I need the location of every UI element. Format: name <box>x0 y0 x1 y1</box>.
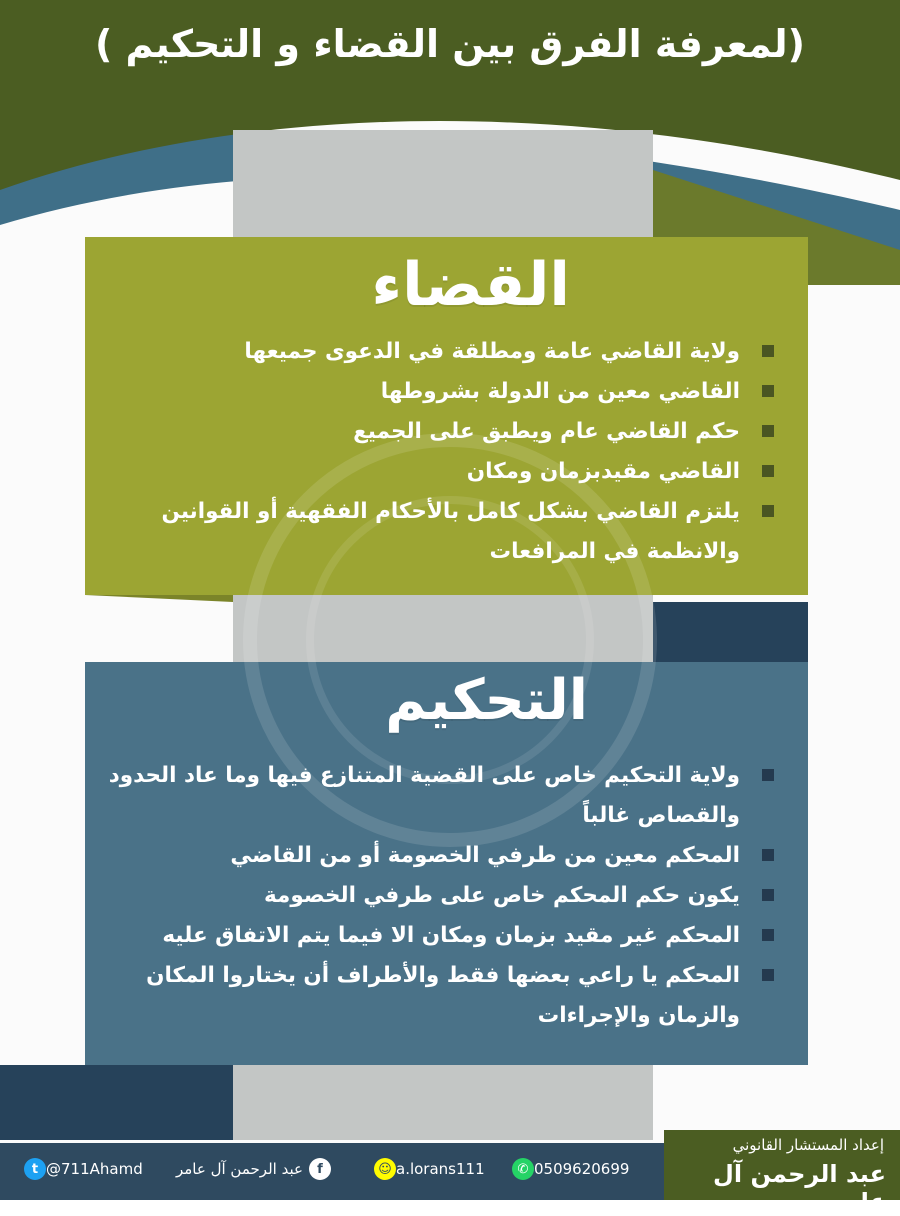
page-title: (لمعرفة الفرق بين القضاء و التحكيم ) <box>94 22 806 66</box>
tahkim-item: المحكم غير مقيد بزمان ومكان الا فيما يتم الاتفاق عليه <box>94 916 774 956</box>
author-name: عبد الرحمن آل عامر <box>713 1160 886 1216</box>
tahkim-item: المحكم يا راعي بعضها فقط والأطراف أن يختاروا المكان والزمان والإجراءات <box>94 956 774 1036</box>
square-bullet-icon <box>762 345 774 357</box>
snapchat-handle: a.lorans111 <box>396 1160 485 1178</box>
twitter-handle: @711Ahamd <box>46 1160 143 1178</box>
whatsapp-icon: ✆ <box>512 1158 534 1180</box>
tahkim-item: يكون حكم المحكم خاص على طرفي الخصومة <box>94 876 774 916</box>
snapchat-icon: ☺ <box>374 1158 396 1180</box>
qada-list <box>114 332 774 572</box>
qada-item: يلتزم القاضي بشكل كامل بالأحكام الفقهية أو القوانين والانظمة في المرافعات <box>114 492 774 572</box>
tahkim-item: ولاية التحكيم خاص على القضية المتنازع فيها وما عاد الحدود والقصاص غالباً <box>94 756 774 836</box>
qada-item: ولاية القاضي عامة ومطلقة في الدعوى جميعها <box>114 332 774 372</box>
qada-item: القاضي مقيدبزمان ومكان <box>114 452 774 492</box>
qada-heading: القضاء <box>371 250 570 320</box>
phone-number: 0509620699 <box>534 1160 630 1178</box>
square-bullet-icon <box>762 929 774 941</box>
square-bullet-icon <box>762 385 774 397</box>
tahkim-item: المحكم معين من طرفي الخصومة أو من القاضي <box>94 836 774 876</box>
author-role: إعداد المستشار القانوني <box>732 1136 884 1154</box>
square-bullet-icon <box>762 425 774 437</box>
square-bullet-icon <box>762 889 774 901</box>
square-bullet-icon <box>762 769 774 781</box>
contact-facebook[interactable] <box>176 1156 331 1182</box>
square-bullet-icon <box>762 849 774 861</box>
facebook-name: عبد الرحمن آل عامر <box>176 1160 303 1178</box>
contact-twitter[interactable] <box>18 1156 143 1182</box>
tahkim-heading: التحكيم <box>385 668 588 733</box>
qada-item: القاضي معين من الدولة بشروطها <box>114 372 774 412</box>
contact-whatsapp[interactable] <box>506 1156 629 1182</box>
square-bullet-icon <box>762 465 774 477</box>
contact-snapchat[interactable] <box>368 1156 485 1182</box>
square-bullet-icon <box>762 505 774 517</box>
tahkim-list <box>94 756 774 1036</box>
author-block <box>664 1130 900 1216</box>
qada-item: حكم القاضي عام ويطبق على الجميع <box>114 412 774 452</box>
facebook-icon: f <box>309 1158 331 1180</box>
square-bullet-icon <box>762 969 774 981</box>
twitter-icon: t <box>24 1158 46 1180</box>
